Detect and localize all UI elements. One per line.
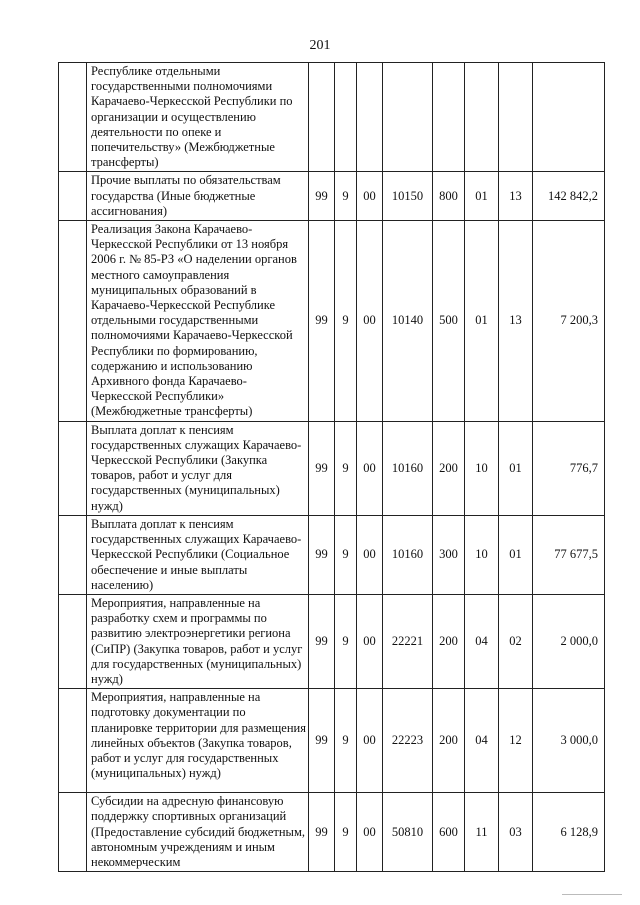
subprogram-code-cell: 9 xyxy=(335,594,357,688)
main-event-code-cell: 00 xyxy=(357,793,383,872)
table-row xyxy=(59,421,605,515)
amount-cell: 776,7 xyxy=(533,421,605,515)
row-index-cell xyxy=(59,63,87,172)
amount-cell: 77 677,5 xyxy=(533,515,605,594)
program-code-cell: 99 xyxy=(309,793,335,872)
subsection-cell: 03 xyxy=(499,793,533,872)
subprogram-code-cell xyxy=(335,63,357,172)
row-name-cell: Выплата доплат к пенсиям государственных служащих Карачаево-Черкесской Республики (Социальное обеспечение и иные выплаты населению) xyxy=(87,515,309,594)
expense-type-cell: 200 xyxy=(433,594,465,688)
subprogram-code-cell: 9 xyxy=(335,793,357,872)
section-cell xyxy=(465,63,499,172)
row-name-cell: Выплата доплат к пенсиям государственных служащих Карачаево-Черкесской Республики (Закупка товаров, работ и услуг для государственных (муниципальных) нужд) xyxy=(87,421,309,515)
row-index-cell xyxy=(59,221,87,422)
program-code-cell: 99 xyxy=(309,689,335,793)
subsection-cell xyxy=(499,63,533,172)
amount-cell: 142 842,2 xyxy=(533,172,605,221)
subsection-cell: 13 xyxy=(499,221,533,422)
amount-cell: 6 128,9 xyxy=(533,793,605,872)
program-code-cell xyxy=(309,63,335,172)
section-cell: 10 xyxy=(465,515,499,594)
row-name-cell: Реализация Закона Карачаево-Черкесской Республики от 13 ноября 2006 г. № 85-РЗ «О наделении органов местного самоуправления муниципальных образований в Карачаево-Черкесской Республике отдельными государственными полномочиями Карачаево-Черкесской Республики по формированию, содержанию и использованию Архивного фонда Карачаево-Черкесской Республики» (Межбюджетные трансферты) xyxy=(87,221,309,422)
direction-code-cell: 22223 xyxy=(383,689,433,793)
expense-type-cell: 300 xyxy=(433,515,465,594)
table-row xyxy=(59,594,605,688)
scan-edge-mark xyxy=(562,894,622,895)
row-name-cell: Мероприятия, направленные на подготовку документации по планировке территории для размещения линейных объектов (Закупка товаров, работ и услуг для государственных (муниципальных) нужд) xyxy=(87,689,309,793)
table-row xyxy=(59,63,605,172)
main-event-code-cell: 00 xyxy=(357,421,383,515)
row-index-cell xyxy=(59,172,87,221)
amount-cell: 2 000,0 xyxy=(533,594,605,688)
amount-cell: 3 000,0 xyxy=(533,689,605,793)
direction-code-cell: 10160 xyxy=(383,421,433,515)
row-index-cell xyxy=(59,421,87,515)
table-row xyxy=(59,515,605,594)
amount-cell: 7 200,3 xyxy=(533,221,605,422)
main-event-code-cell: 00 xyxy=(357,689,383,793)
main-event-code-cell: 00 xyxy=(357,594,383,688)
subprogram-code-cell: 9 xyxy=(335,172,357,221)
subprogram-code-cell: 9 xyxy=(335,689,357,793)
row-name-cell: Субсидии на адресную финансовую поддержку спортивных организаций (Предоставление субсидий бюджетным, автономным учреждениям и иным некоммерческим xyxy=(87,793,309,872)
subsection-cell: 02 xyxy=(499,594,533,688)
amount-cell xyxy=(533,63,605,172)
page-number: 201 xyxy=(309,38,331,53)
direction-code-cell: 10160 xyxy=(383,515,433,594)
row-name-cell: Прочие выплаты по обязательствам государства (Иные бюджетные ассигнования) xyxy=(87,172,309,221)
expense-type-cell: 800 xyxy=(433,172,465,221)
subsection-cell: 12 xyxy=(499,689,533,793)
main-event-code-cell: 00 xyxy=(357,172,383,221)
program-code-cell: 99 xyxy=(309,421,335,515)
subsection-cell: 01 xyxy=(499,421,533,515)
section-cell: 04 xyxy=(465,594,499,688)
expense-type-cell xyxy=(433,63,465,172)
direction-code-cell: 10140 xyxy=(383,221,433,422)
direction-code-cell xyxy=(383,63,433,172)
section-cell: 01 xyxy=(465,172,499,221)
section-cell: 04 xyxy=(465,689,499,793)
direction-code-cell: 10150 xyxy=(383,172,433,221)
table-row xyxy=(59,689,605,793)
expense-type-cell: 200 xyxy=(433,689,465,793)
row-index-cell xyxy=(59,689,87,793)
subprogram-code-cell: 9 xyxy=(335,515,357,594)
program-code-cell: 99 xyxy=(309,594,335,688)
budget-table xyxy=(58,62,605,872)
row-index-cell xyxy=(59,515,87,594)
subprogram-code-cell: 9 xyxy=(335,221,357,422)
main-event-code-cell xyxy=(357,63,383,172)
main-event-code-cell: 00 xyxy=(357,221,383,422)
subsection-cell: 13 xyxy=(499,172,533,221)
expense-type-cell: 600 xyxy=(433,793,465,872)
row-index-cell xyxy=(59,793,87,872)
table-row xyxy=(59,172,605,221)
subsection-cell: 01 xyxy=(499,515,533,594)
section-cell: 10 xyxy=(465,421,499,515)
main-event-code-cell: 00 xyxy=(357,515,383,594)
row-name-cell: Мероприятия, направленные на разработку схем и программы по развитию электроэнергетики региона (СиПР) (Закупка товаров, работ и услуг для государственных (муниципальных) нужд) xyxy=(87,594,309,688)
section-cell: 01 xyxy=(465,221,499,422)
direction-code-cell: 22221 xyxy=(383,594,433,688)
program-code-cell: 99 xyxy=(309,172,335,221)
expense-type-cell: 200 xyxy=(433,421,465,515)
section-cell: 11 xyxy=(465,793,499,872)
subprogram-code-cell: 9 xyxy=(335,421,357,515)
table-row xyxy=(59,221,605,422)
row-name-cell: Республике отдельными государственными полномочиями Карачаево-Черкесской Республики по организации и осуществлению деятельности по опеке и попечительству» (Межбюджетные трансферты) xyxy=(87,63,309,172)
program-code-cell: 99 xyxy=(309,221,335,422)
program-code-cell: 99 xyxy=(309,515,335,594)
expense-type-cell: 500 xyxy=(433,221,465,422)
table-row xyxy=(59,793,605,872)
row-index-cell xyxy=(59,594,87,688)
direction-code-cell: 50810 xyxy=(383,793,433,872)
